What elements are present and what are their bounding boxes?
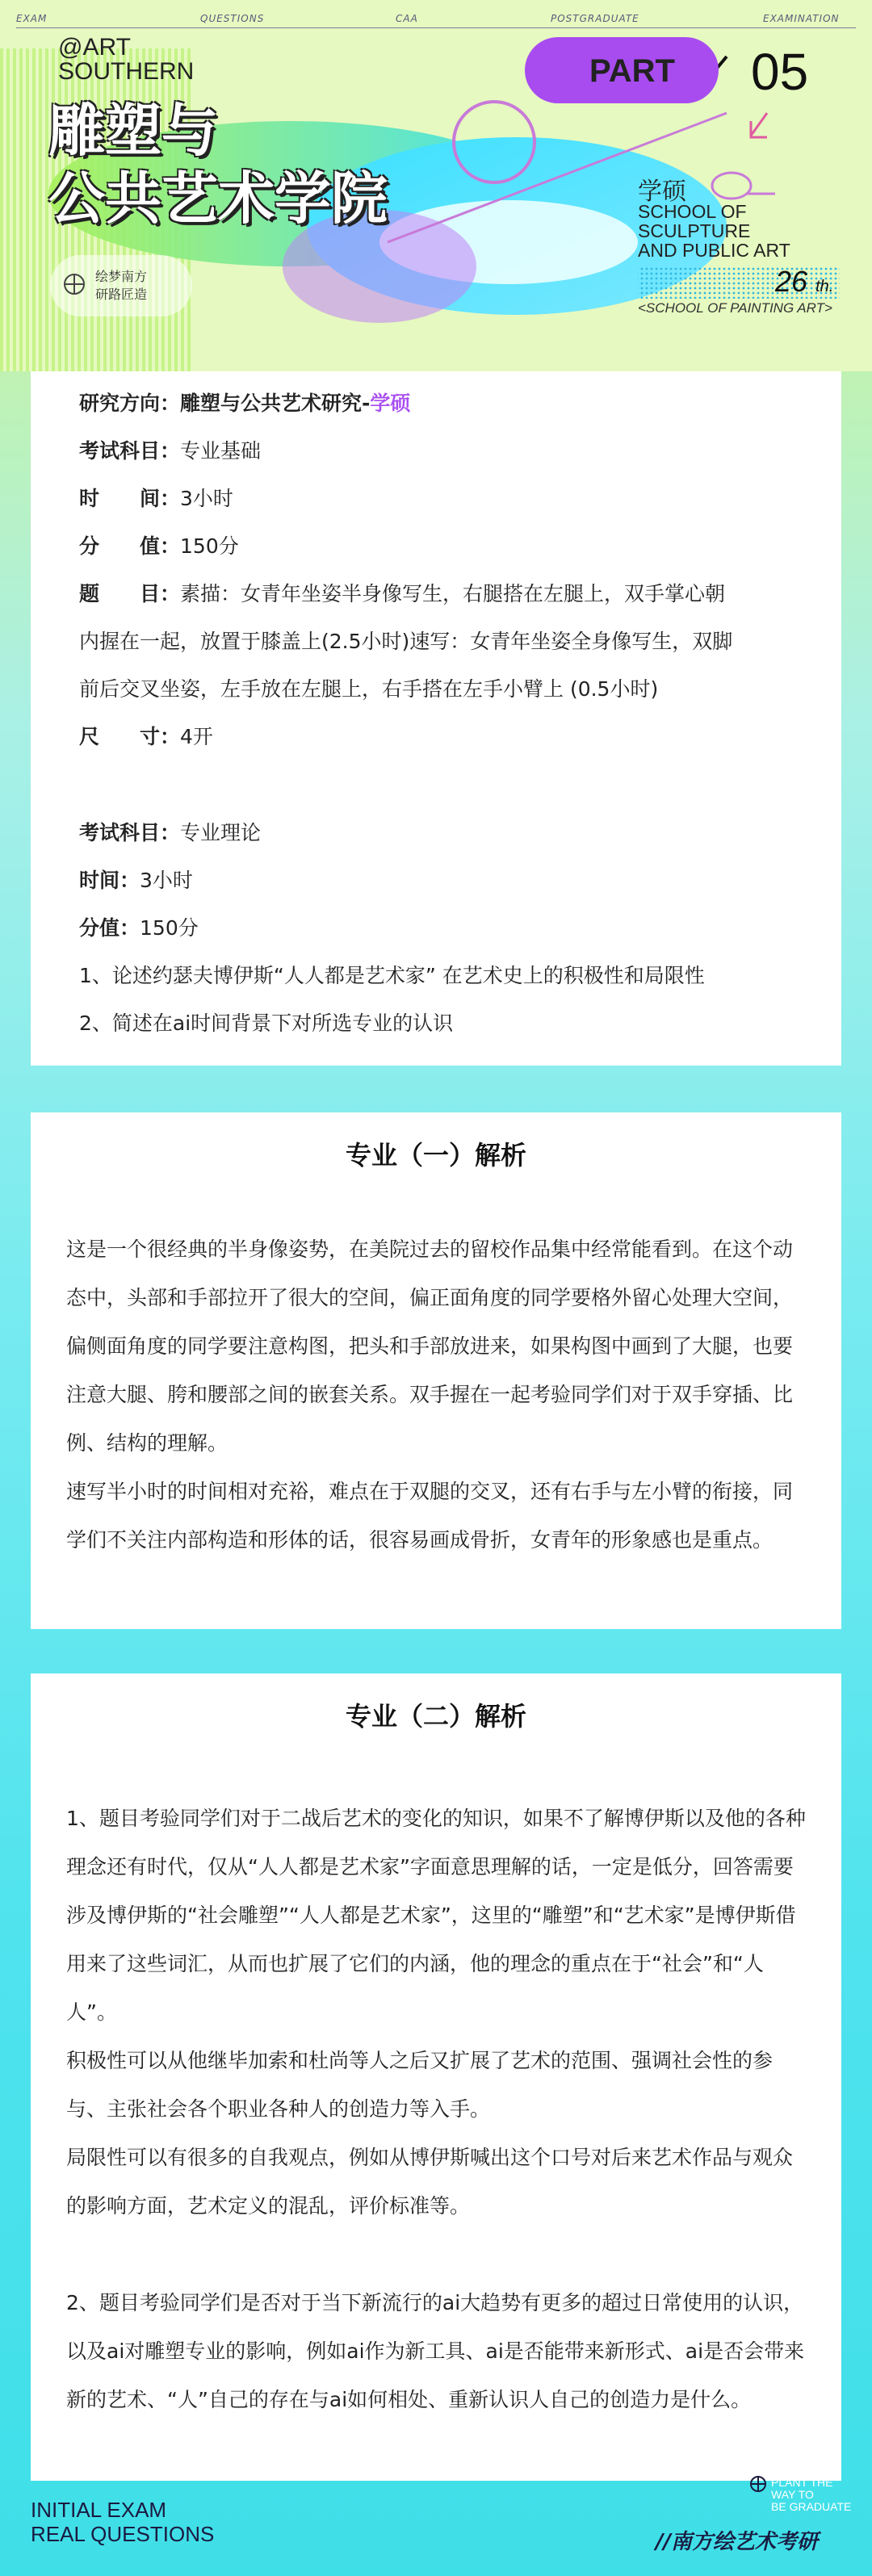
part-number: 05 [751,43,809,101]
time2-row [79,865,193,897]
globe-icon [63,273,86,295]
score-value: 150分 [180,534,239,558]
topic-line1: 素描：女青年坐姿半身像写生，右腿搭在左腿上，双手掌心朝 [180,582,726,605]
brand-line1: @ART [58,34,131,61]
time-row [79,483,233,515]
topic-line2: 内握在一起，放置于膝盖上(2.5小时)速写：女青年坐姿全身像写生，双脚 [79,630,733,653]
globe-icon [749,2475,767,2493]
part-label: PART [589,53,675,89]
analysis2-body [66,1795,809,2424]
logo-line2: 研路匠造 [95,287,148,302]
question1: 1、论述约瑟夫博伊斯“人人都是艺术家” 在艺术史上的积极性和局限性 [79,964,705,987]
analysis2-p1: 1、题目考验同学们对于二战后艺术的变化的知识，如果不了解博伊斯以及他的各种理念还有时代，仅从“人人都是艺术家”字面意思理解的话，一定是低分，回答需要涉及博伊斯的“社会雕塑”“人人都是艺术家”，这里的“雕塑”和“艺术家”是博伊斯借用来了这些词汇，从而也扩展了它们的内涵，他的理念的重点在于“社会”和“人人”。 [66,1807,806,2024]
topic-line3-row [79,673,658,706]
footer-slogan: //南方绘艺术考研 [656,2530,818,2554]
school-name [638,202,790,260]
analysis2-card [31,1673,841,2481]
issue-number [775,265,833,299]
size-label: 尺 寸： [79,725,181,748]
degree-label: 学硕 [638,178,686,206]
direction-highlight: 学硕 [370,392,411,415]
exam-info-card [31,371,841,1066]
footer-title [31,2498,214,2546]
brand [58,36,194,84]
analysis1-body [66,1225,809,1564]
time2-value: 3小时 [140,869,193,892]
footer-line2: REAL QUESTIONS [31,2522,215,2546]
topic-label: 题 目： [79,582,181,605]
nav-exam: EXAM [16,13,48,24]
time-label: 时 间： [79,487,181,510]
analysis1-p1: 这是一个很经典的半身像姿势，在美院过去的留校作品集中经常能看到。在这个动态中，头部和手部拉开了很大的空间，偏正面角度的同学要格外留心处理大空间，偏侧面角度的同学要注意构图，把头和手部放进来，如果构图中画到了大腿，也要注意大腿、胯和腰部之间的嵌套关系。双手握在一起考验同学们对于双手穿插、比例、结构的理解。 [66,1238,794,1455]
issue-value: 26 [775,265,808,298]
size-value: 4开 [180,725,213,748]
logo-line1: 绘梦南方 [95,269,148,284]
issue-suffix: th. [815,278,834,295]
plant-line2: WAY TO [771,2488,814,2501]
score2-row [79,912,199,945]
analysis1-card [31,1112,841,1629]
analysis2-p2: 积极性可以从他继毕加索和杜尚等人之后又扩展了艺术的范围、强调社会性的参与、主张社会各个职业各种人的创造力等入手。 [66,2049,773,2121]
subject1-value: 专业基础 [180,439,262,463]
score-row [79,530,239,563]
direction-row [79,387,410,420]
score2-value: 150分 [140,916,199,940]
score-label: 分 值： [79,534,181,558]
direction-label: 研究方向： [79,392,181,415]
plant-line1: PLANT THE [771,2476,833,2489]
plant-slogan [771,2477,851,2513]
nav-postgraduate: POSTGRADUATE [551,13,639,24]
subject1-row [79,435,261,467]
size-row [79,721,213,753]
subject2-row [79,817,261,849]
direction-value: 雕塑与公共艺术研究- [180,392,371,415]
topic-line3: 前后交叉坐姿，左手放在左腿上，右手搭在左手小臂上 (0.5小时) [79,677,659,701]
score2-label: 分值： [79,916,140,940]
nav-caa: CAA [396,13,418,24]
question2: 2、简述在ai时间背景下对所选专业的认识 [79,1012,454,1035]
school-line3: AND PUBLIC ART [638,240,790,261]
nav-questions: QUESTIONS [200,13,265,24]
time-value: 3小时 [180,487,233,510]
plant-line3: BE GRADUATE [771,2500,852,2513]
topic-row [79,578,725,610]
title-line2: 公共艺术学院 [48,165,388,232]
school-of-painting: <SCHOOL OF PAINTING ART> [638,300,832,316]
page-title [48,97,388,232]
analysis2-p4: 2、题目考验同学们是否对于当下新流行的ai大趋势有更多的超过日常使用的认识，以及ai对雕塑专业的影响，例如ai作为新工具、ai是否能带来新形式、ai是否会带来新的艺术、“人”自己的存在与ai如何相处、重新认识人自己的创造力是什么。 [66,2291,805,2411]
topic-line2-row [79,626,732,658]
subject2-value: 专业理论 [180,821,262,844]
footer-line1: INITIAL EXAM [31,2498,167,2522]
analysis2-title: 专业（二）解析 [345,1701,526,1732]
top-nav-bar [16,10,856,27]
school-line2: SCULPTURE [638,220,751,241]
school-line1: SCHOOL OF [638,201,747,222]
logo-text [95,268,147,304]
time2-label: 时间： [79,869,140,892]
analysis1-title: 专业（一）解析 [345,1140,526,1171]
analysis2-p3: 局限性可以有很多的自我观点，例如从博伊斯喊出这个口号对后来艺术作品与观众的影响方面，艺术定义的混乱，评价标准等。 [66,2146,794,2218]
subject2-label: 考试科目： [79,821,181,844]
analysis1-p2: 速写半小时的时间相对充裕，难点在于双腿的交叉，还有右手与左小臂的衔接，同学们不关注内部构造和形体的话，很容易画成骨折，女青年的形象感也是重点。 [66,1480,794,1552]
brand-line2: SOUTHERN [58,58,195,85]
nav-examination: EXAMINATION [763,13,840,24]
title-line1: 雕塑与 [48,98,218,164]
subject1-label: 考试科目： [79,439,181,463]
